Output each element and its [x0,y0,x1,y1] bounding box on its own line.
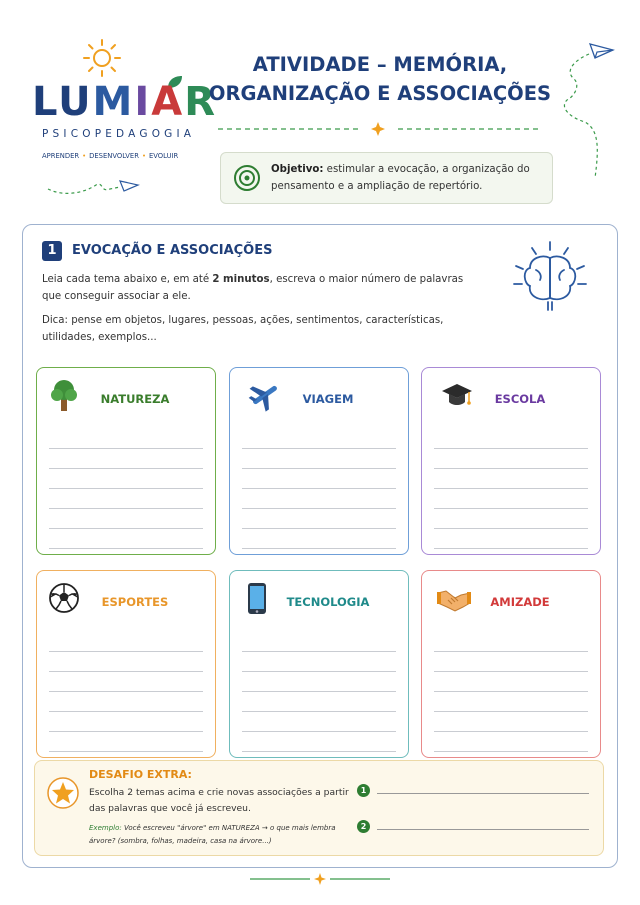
theme-card-esportes [36,570,216,758]
challenge-example: Exemplo: Você escreveu "árvore" em NATUREZA → o que mais lembra árvore? (sombra, folhas, madeira, casa na árvore...) [89,824,336,845]
challenge-title: DESAFIO EXTRA: [89,768,192,781]
objective-text: Objetivo: estimular a evocação, a organização do pensamento e a ampliação de repertório. [271,164,530,192]
answer-lines[interactable] [434,429,588,549]
theme-label: AMIZADE [490,595,550,609]
answer-lines[interactable] [49,632,203,752]
answer-lines[interactable] [242,632,396,752]
answer-lines[interactable] [242,429,396,549]
theme-label: ESCOLA [494,392,546,406]
logo-subtitle: PSICOPEDAGOGIA [42,128,196,140]
answer-number-2: 2 [357,820,370,833]
theme-card-escola [421,367,601,555]
extra-challenge-box [34,760,604,856]
theme-card-amizade [421,570,601,758]
star-icon [47,777,79,809]
theme-label: ESPORTES [101,595,169,609]
lumiar-logo [30,38,218,198]
paper-plane-doodle-icon [555,38,625,188]
theme-card-tecnologia [229,570,409,758]
section-instructions: Leia cada tema abaixo e, em até 2 minutos, escreva o maior número de palavras que conseguir associar a ele. [42,274,464,302]
section-title: EVOCAÇÃO E ASSOCIAÇÕES [72,243,273,258]
brain-icon [510,240,590,315]
answer-line-2[interactable] [377,829,589,830]
answer-lines[interactable] [434,632,588,752]
challenge-text: Escolha 2 temas acima e crie novas associações a partir das palavras que você já escreveu. [89,787,349,814]
answer-line-1[interactable] [377,793,589,794]
section-tip: Dica: pense em objetos, lugares, pessoas, ações, sentimentos, características, utilidades, exemplos... [42,315,444,343]
theme-label: NATUREZA [100,392,170,406]
theme-card-natureza [36,367,216,555]
page-title: ATIVIDADE – MEMÓRIA, ORGANIZAÇÃO E ASSOCIAÇÕES [208,53,552,105]
logo-tagline: APRENDER • DESENVOLVER • EVOLUIR [42,152,179,160]
title-separator [218,122,538,136]
theme-label: VIAGEM [302,392,354,406]
theme-card-viagem [229,367,409,555]
footer-separator [250,872,390,886]
target-icon [233,164,261,192]
objective-box [220,152,553,204]
sun-icon [82,38,122,78]
answer-number-1: 1 [357,784,370,797]
section-number: 1 [42,241,62,261]
theme-label: TECNOLOGIA [286,595,370,609]
answer-lines[interactable] [49,429,203,549]
logo-wordmark: LUMIAR [32,79,218,125]
